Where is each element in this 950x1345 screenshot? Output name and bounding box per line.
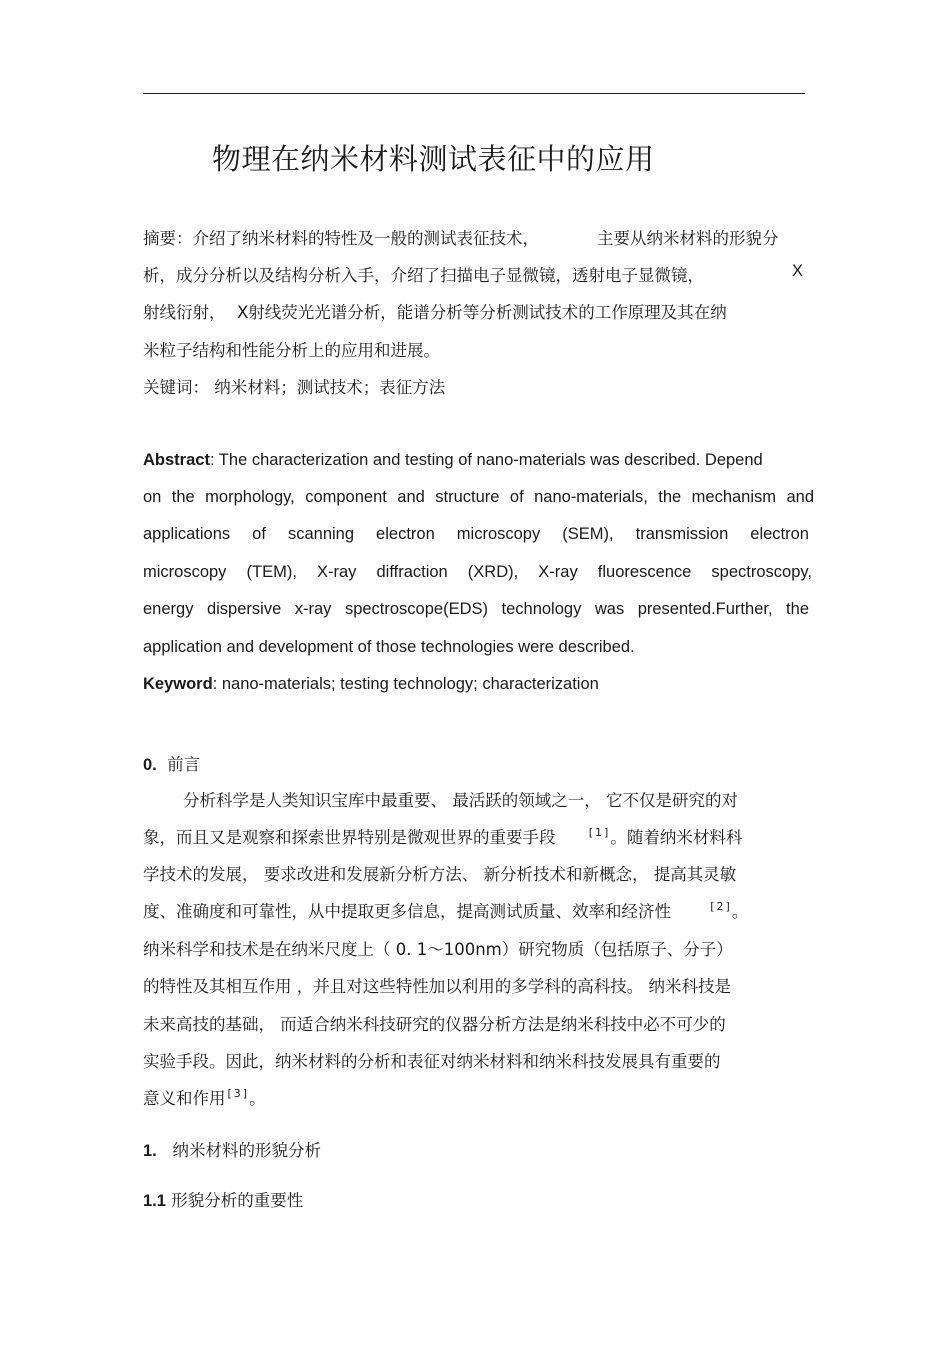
paragraph-line: 纳米科学和技术是在纳米尺度上（ 0. 1～100nm）研究物质（包括原子、分子）	[143, 940, 733, 959]
paragraph-text: 。	[249, 1089, 266, 1108]
paragraph-line: 学技术的发展， 要求改进和发展新分析方法、 新分析技术和新概念， 提高其灵敏	[143, 865, 737, 884]
paragraph-line: 分析科学是人类知识宝库中最重要、 最活跃的领域之一， 它不仅是研究的对	[183, 791, 738, 810]
paragraph-line: 的特性及其相互作用 ，并且对这些特性加以利用的多学科的高科技。 纳米科技是	[143, 977, 731, 996]
paragraph-line	[143, 898, 748, 922]
citation-ref: [2]	[710, 900, 732, 913]
document-title: 物理在纳米材料测试表征中的应用	[212, 142, 655, 176]
abstract-cn-line: X	[792, 262, 804, 280]
abstract-en-line: : The characterization and testing of nano-materials was described. Depend	[209, 451, 763, 469]
section-1-title: 纳米材料的形貌分析	[172, 1141, 322, 1160]
section-1-heading	[143, 1137, 321, 1161]
section-0-title: 前言	[167, 755, 201, 774]
paragraph-line: 实验手段。因此，纳米材料的分析和表征对纳米材料和纳米科技发展具有重要的	[143, 1052, 721, 1071]
keywords-cn: 关键词： 纳米材料；测试技术；表征方法	[143, 378, 446, 397]
paragraph-line	[143, 1085, 266, 1109]
section-1-1-number: 1.1	[143, 1192, 166, 1210]
paragraph-text: 。随着纳米材料科	[610, 828, 743, 847]
keywords-en-label: Keyword	[143, 675, 213, 693]
abstract-cn-line: X射线荧光光谱分析，能谱分析等分析测试技术的工作原理及其在纳	[237, 303, 727, 322]
keywords-en-text: : nano-materials; testing technology; characterization	[212, 675, 599, 693]
abstract-en-line: energy dispersive x-ray spectroscope(EDS) technology was presented.Further, the	[143, 600, 809, 618]
section-0-number: 0.	[143, 756, 157, 774]
section-0-heading	[143, 751, 200, 775]
abstract-en-line: on the morphology, component and structure of nano-materials, the mechanism and	[143, 488, 814, 506]
citation-ref: [1]	[588, 826, 611, 839]
abstract-en-line: applications of scanning electron microscopy (SEM), transmission electron	[143, 525, 809, 543]
abstract-en-line: application and development of those technologies were described.	[143, 638, 635, 656]
abstract-en-line: microscopy (TEM), X-ray diffraction (XRD), X-ray fluorescence spectroscopy,	[143, 563, 812, 581]
paragraph-text: 。	[731, 902, 749, 921]
abstract-cn-line: 射线衍射，	[143, 303, 226, 322]
section-1-number: 1.	[143, 1142, 157, 1160]
paragraph-text: 意义和作用	[143, 1089, 226, 1108]
keywords-en	[143, 675, 599, 694]
abstract-cn-line: 主要从纳米材料的形貌分	[597, 229, 779, 248]
abstract-cn-line: 摘要：介绍了纳米材料的特性及一般的测试表征技术，	[143, 229, 539, 248]
paragraph-text: 象，而且又是观察和探索世界特别是微观世界的重要手段	[143, 828, 556, 847]
citation-ref: [3]	[227, 1087, 250, 1100]
section-1-1-heading	[143, 1187, 303, 1211]
paragraph-line: 未来高技的基础， 而适合纳米科技研究的仪器分析方法是纳米科技中必不可少的	[143, 1015, 726, 1034]
section-1-1-title: 形貌分析的重要性	[171, 1191, 304, 1210]
abstract-en-label: Abstract	[143, 451, 210, 469]
paragraph-line	[143, 824, 742, 848]
header-rule	[143, 93, 805, 94]
paragraph-text: 度、准确度和可靠性，从中提取更多信息，提高测试质量、效率和经济性	[143, 902, 671, 921]
abstract-cn-line: 米粒子结构和性能分析上的应用和进展。	[143, 341, 440, 360]
abstract-cn-line: 析，成分分析以及结构分析入手，介绍了扫描电子显微镜，透射电子显微镜，	[143, 266, 704, 285]
